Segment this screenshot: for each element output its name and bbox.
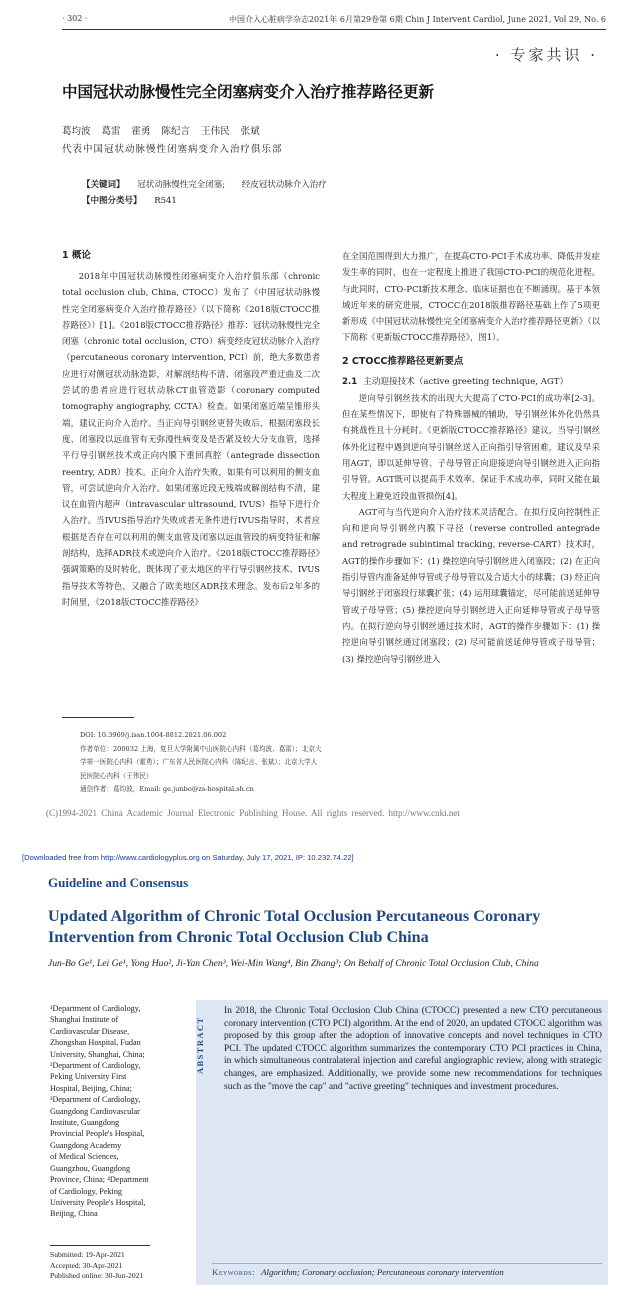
dates-rule [50,1245,150,1246]
clc-line [82,193,327,209]
correspondence-footnote: 通信作者：葛均波，Email: ge.junbo@zs-hospital.sh.cn [80,785,254,793]
english-authors: Jun-Bo Ge¹, Lei Ge¹, Yong Huo², Ji-Yan Chen³, Wei-Min Wang⁴, Bin Zhang³; On Behalf of Chronic Total Occlusion Club, China [48,958,539,969]
section-1-heading: 1 概论 [62,250,91,261]
right-column [342,248,600,667]
submitted-date: Submitted: 19-Apr-2021 [50,1250,125,1259]
doi-footnote: DOI: 10.3969/j.issn.1004-8812.2021.06.002 [80,731,227,739]
keywords-block [82,177,327,209]
left-column [62,248,320,610]
chinese-group: 代表中国冠状动脉慢性闭塞病变介入治疗俱乐部 [62,144,283,155]
page-number: · 302 · [62,14,88,23]
keyword-item: 经皮冠状动脉介入治疗 [241,180,327,190]
journal-citation: 中国介入心脏病学杂志2021年 6月第29卷第 6期 Chin J Intervent Cardiol, June 2021, Vol 29, No. 6 [228,15,606,24]
section-tag: · 专家共识 · [494,46,598,64]
clc-value: R541 [154,196,177,206]
body-paragraph: 在全国范围得到大力推广，在提高CTO-PCI手术成功率、降低并发症发生率的同时，也在一定程度上推进了我国CTO-PCI的规范化进程。与此同时，CTO-PCI新技术理念、临床证据也在不断涌现。基于本领域近年来的研究进展，CTOCC在2018版推荐路径基础上作了5项更新形成《中国冠状动脉慢性完全闭塞病变介入治疗推荐路径更新》（以下简称《更新版CTOCC推荐路径》，图1）。 [342,251,600,343]
english-keywords-value: Algorithm; Coronary occlusion; Percutaneous coronary intervention [261,1267,504,1277]
english-keywords [212,1267,608,1277]
english-title: Updated Algorithm of Chronic Total Occlusion Percutaneous Coronary Intervention from Chronic Total Occlusion Club China [48,907,541,946]
chinese-authors: 葛均波 葛雷 霍勇 陈纪言 王伟民 张斌 [62,126,260,137]
keywords-line [82,177,327,193]
copyright-notice: (C)1994-2021 China Academic Journal Electronic Publishing House. All rights reserved. http://www.cnki.net [46,808,460,818]
footnote-rule [62,717,134,718]
header-rule [62,29,606,30]
abstract-text: In 2018, the Chronic Total Occlusion Club China (CTOCC) presented a new CTO percutaneous coronary intervention (CTO PCI) algorithm. At the end of 2020, an updated CTOCC algorithm was proposed by this group after the adoption of innovative concepts and novel techniques in CTO PCI. The updated CTOCC algorithm summarizes the contemporary CTO PCI practices in China, in which simultaneous contralateral injection and careful angiographic review, along with strategic changes, are emphasized. Additionally, we provide some new recommendations for techniques such as the "move the cap" and "active greeting" techniques and investment procedures. [224,1006,603,1092]
abstract-side-label: ABSTRACT [196,1016,205,1074]
keywords-label: 【关键词】 [82,180,125,190]
footnotes [80,729,322,797]
affiliations: ¹Department of Cardiology, Shanghai Institute of Cardiovascular Disease, Zhongshan Hospital, Fudan University, Shanghai, China; ²Department of Cardiology, Peking University First Hospital, Beijing, China; ³Department of Cardiology, Guangdong Cardiovascular Institute, Guangdong Provincial People's Hospital, Guangdong Academy of Medical Sciences, Guangzhou, Guangdong Province, China; ⁴Department of Cardiology, Peking University People's Hospital, Beijing, China [50,1004,149,1219]
article-dates [50,1250,143,1282]
section-2-1-title: 主动迎接技术（active greeting technique, AGT） [363,376,569,387]
body-paragraph: 逆向导引钢丝技术的出现大大提高了CTO-PCI的成功率[2-3]。但在某些情况下，即使有了特殊器械的辅助，导引钢丝体外化仍然具有挑战性且十分耗时。《更新版CTOCC推荐路径》建议，当导引钢丝体外化过程中遇到逆向导引钢丝送入正向指引导管困难，建议及早采用AGT，即以延伸导管、子母导管正向迎接逆向导引钢丝进入正向指引导管。AGT既可以提高手术效率、保证手术成功率，同时又能在最大程度上避免近段血管损伤[4]。 [342,392,600,501]
keywords-rule [212,1263,602,1264]
running-head [62,14,606,28]
english-section-label: Guideline and Consensus [48,875,189,890]
section-2-1-heading [342,374,600,390]
clc-label: 【中图分类号】 [82,196,142,206]
download-notice: [Downloaded free from http://www.cardiologyplus.org on Saturday, July 17, 2021, IP: 10.232.74.22] [22,853,354,862]
body-paragraph: AGT可与当代逆向介入治疗技术灵活配合。在拟行反向控制性正向和逆向导引钢丝内膜下寻径（reverse controlled antegrade and retrograde subintimal tracking, reverse-CART）技术时，AGT的操作步骤如下：(1) 操控逆向导引钢丝进入闭塞段；(2) 在正向指引导管内准备延伸导管或子母导管以及合适大小的球囊；(3) 经正向导引钢丝于闭塞段行球囊扩张；(4) 运用球囊锚定，尽可能前送延伸导管或子母导管；(5) 操控逆向导引钢丝进入正向延伸导管或子母导管内。在拟行逆向导引钢丝通过技术时，AGT的操作步骤如下：(1) 操控逆向导引钢丝通过闭塞段；(2) 尽可能前送延伸导管或子母导管；(3) 操控逆向导引钢丝进入 [342,506,600,664]
keyword-item: 冠状动脉慢性完全闭塞; [137,180,226,190]
affiliation-footnote: 作者单位：200032 上海，复旦大学附属中山医院心内科（葛均波、葛雷）；北京大学第一医院心内科（霍勇）；广东省人民医院心内科（陈纪言、张斌）；北京大学人民医院心内科（王伟民） [80,744,322,780]
section-number: 2.1 [342,376,358,387]
english-keywords-label: Keywords: [212,1267,255,1277]
body-paragraph: 2018年中国冠状动脉慢性闭塞病变介入治疗俱乐部（chronic total occlusion club, China, CTOCC）发布了《中国冠状动脉慢性完全闭塞病变介入治疗推荐路径》（以下简称《2018版CTOCC推荐路径》）[1]。《2018版CTOCC推荐路径》推荐：冠状动脉慢性完全闭塞（chronic total occlusion, CTO）病变经皮冠状动脉介入治疗（percutaneous coronary intervention, PCI）前，绝大多数患者应进行对侧冠状动脉造影，对解剖结构不清、闭塞段严重迂曲及二次尝试的患者应进行冠状动脉CT血管造影（coronary computed tomography angiography, CCTA）检查。如果闭塞近端呈锥形头端，建议正向介入治疗。当正向导引钢丝更替失败后，根据闭塞段长度、闭塞段以远血管有无弥漫性病变及是否紧及较大分支血管，选择平行导引钢丝技术或正向内膜下重回真腔（antegrade dissection reentry, ADR）技术。正向介入治疗失败，如果有可以利用的侧支血管，可尝试逆向介入治疗。如果闭塞近段无残端或解剖结构不清，建议在血管内超声（intravascular ultrasound, IVUS）指导下进行介入治疗。当IVUS指导治疗失败或者无条件进行IVUS指导时，术者应根据是否存在可以利用的侧支血管及闭塞以远血管段的病变特征和解剖结构，选择ADR技术或逆向介入治疗。《2018版CTOCC推荐路径》强调策略的及时转化，既体现了亚太地区的平行导引钢丝技术、IVUS指导技术等特色，又融合了欧美地区ADR技术理念。发布后2年多的时间里，《2018版CTOCC推荐路径》 [62,271,320,607]
section-2-heading: 2 CTOCC推荐路径更新要点 [342,355,464,367]
published-date: Published online: 30-Jun-2021 [50,1271,144,1281]
chinese-title: 中国冠状动脉慢性完全闭塞病变介入治疗推荐路径更新 [62,83,435,101]
accepted-date: Accepted: 30-Apr-2021 [50,1260,123,1270]
